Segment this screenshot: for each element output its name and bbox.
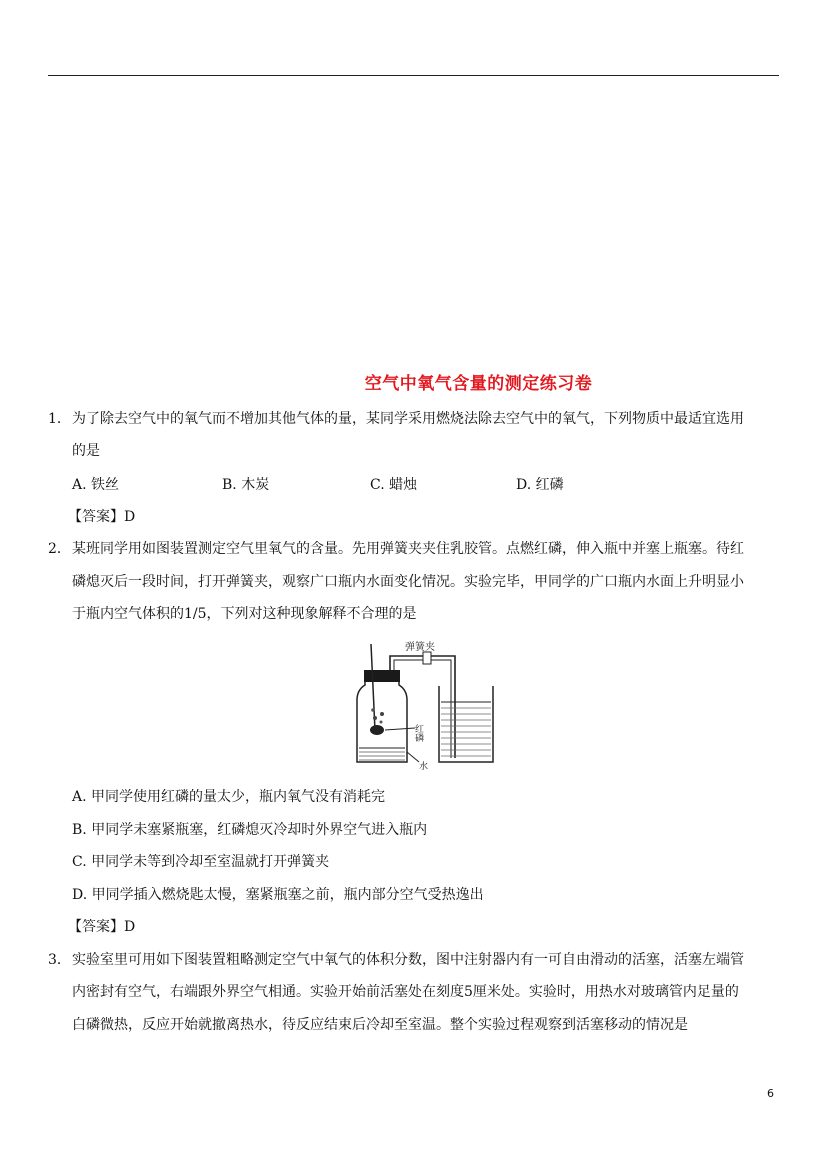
q1-text-line2: 的是 xyxy=(72,443,100,459)
q1-text-line1: 为了除去空气中的氧气而不增加其他气体的量，某同学采用燃烧法除去空气中的氧气，下列物质中最适宜选用 xyxy=(72,411,744,427)
beaker xyxy=(439,686,493,762)
q2-option-b: B. 甲同学未塞紧瓶塞，红磷熄灭冷却时外界空气进入瓶内 xyxy=(72,822,428,838)
q1-option-d: D. 红磷 xyxy=(516,477,564,493)
q3-text-line1: 实验室里可用如下图装置粗略测定空气中氧气的体积分数，图中注射器内有一可自由滑动的活塞，活塞左端管 xyxy=(72,952,744,968)
q1-number: 1． xyxy=(48,411,71,427)
spring-clamp xyxy=(423,652,431,664)
q2-option-c: C. 甲同学未等到冷却至室温就打开弹簧夹 xyxy=(72,854,330,870)
label-clamp: 弹簧夹 xyxy=(405,642,435,653)
label-phosphorus: 红磷 xyxy=(413,724,423,742)
q1-option-c: C. 蜡烛 xyxy=(370,477,418,493)
q3-number: 3． xyxy=(48,952,71,968)
page-number: 6 xyxy=(767,1087,774,1100)
q1-option-b: B. 木炭 xyxy=(222,477,270,493)
label-water: 水 xyxy=(419,762,429,770)
page-title: 空气中氧气含量的测定练习卷 xyxy=(364,374,593,394)
q2-text-line3: 于瓶内空气体积的1/5，下列对这种现象解释不合理的是 xyxy=(72,606,417,622)
apparatus-figure xyxy=(345,640,497,770)
q3-text-line2: 内密封有空气，右端跟外界空气相通。实验开始前活塞处在刻度5厘米处。实验时，用热水对玻璃管内足量的 xyxy=(72,984,739,1000)
q2-option-d: D. 甲同学插入燃烧匙太慢，塞紧瓶塞之前，瓶内部分空气受热逸出 xyxy=(72,887,484,903)
q2-number: 2． xyxy=(48,541,71,557)
q1-option-a: A. 铁丝 xyxy=(72,477,120,493)
q2-text-line1: 某班同学用如图装置测定空气里氧气的含量。先用弹簧夹夹住乳胶管。点燃红磷，伸入瓶中并塞上瓶塞。待红 xyxy=(72,541,744,557)
q1-answer: 【答案】D xyxy=(68,509,136,525)
q3-text-line3: 白磷微热，反应开始就撤离热水，待反应结束后冷却至室温。整个实验过程观察到活塞移动的情况是 xyxy=(72,1017,688,1033)
header-rule xyxy=(48,75,779,76)
rubber-stopper xyxy=(364,670,400,682)
q2-answer: 【答案】D xyxy=(68,919,136,935)
q2-option-a: A. 甲同学使用红磷的量太少，瓶内氧气没有消耗完 xyxy=(72,789,386,805)
q2-text-line2: 磷熄灭后一段时间，打开弹簧夹，观察广口瓶内水面变化情况。实验完毕，甲同学的广口瓶内水面上升明显小 xyxy=(72,574,744,590)
